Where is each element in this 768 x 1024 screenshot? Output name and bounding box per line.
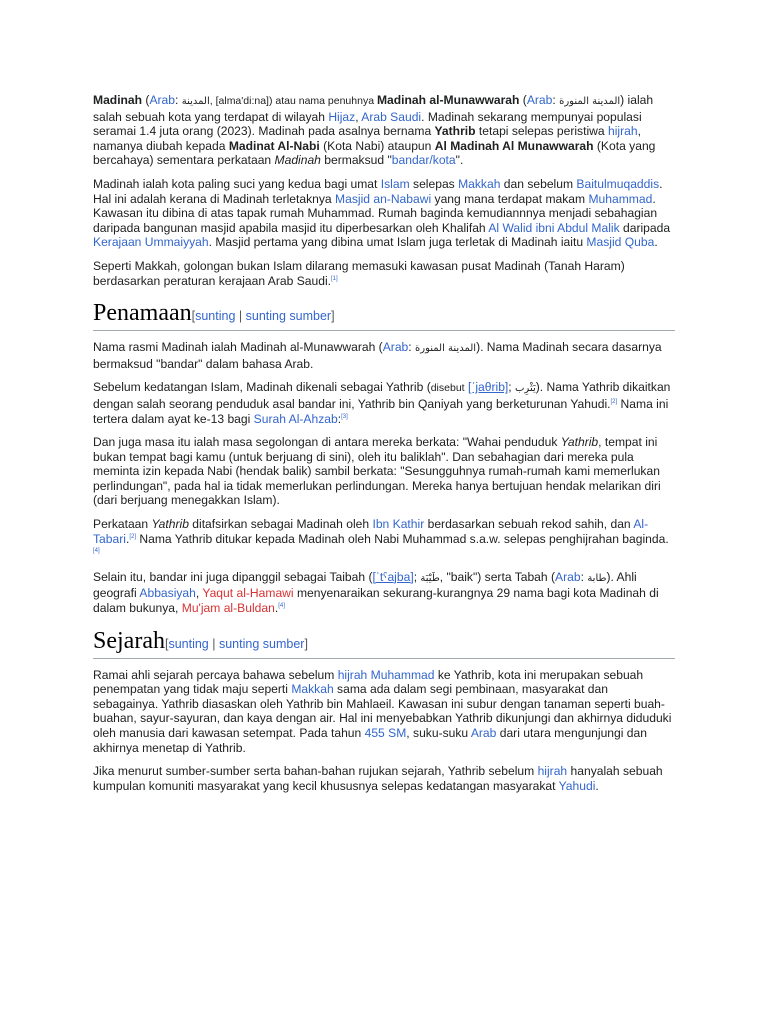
text: (Kota Nabi) ataupun xyxy=(319,138,435,153)
link-makkah[interactable]: Makkah xyxy=(458,176,501,191)
article-body xyxy=(93,93,675,802)
arabic-text: المدينة xyxy=(181,96,210,107)
edit-source-link[interactable]: sunting sumber xyxy=(245,309,332,324)
intro-paragraph-2 xyxy=(93,177,675,250)
bracket: [ xyxy=(164,636,169,651)
link-kerajaan-ummaiyyah[interactable]: Kerajaan Ummaiyyah xyxy=(93,235,209,250)
link-hijaz[interactable]: Hijaz xyxy=(328,109,356,124)
link-455-sm[interactable]: 455 SM xyxy=(364,726,407,740)
text: ; xyxy=(413,569,421,584)
citation-4[interactable]: [4] xyxy=(278,603,285,609)
citation-2[interactable]: [2] xyxy=(129,533,136,540)
arabic-text: المدينة المنورة xyxy=(415,343,477,355)
text: , suku-suku xyxy=(406,726,471,740)
link-ibn-kathir[interactable]: Ibn Kathir xyxy=(372,517,425,532)
text: ( xyxy=(142,93,150,107)
text: Ramai ahli sejarah percaya bahawa sebelum xyxy=(93,667,338,682)
heading-text: Penamaan xyxy=(93,300,192,327)
text: ( xyxy=(519,93,527,107)
citation-1[interactable]: [1] xyxy=(331,275,338,282)
sejarah-paragraph-1 xyxy=(93,668,675,756)
link-al-tabari[interactable]: Al-Tabari xyxy=(93,517,649,546)
term-yathrib: Yathrib xyxy=(434,124,476,139)
term-yathrib-italic: Yathrib xyxy=(151,517,189,532)
text: . xyxy=(125,531,130,546)
text: , xyxy=(195,586,203,601)
text: ). Nama Madinah secara dasarnya bermaksud "bandar" dalam bahasa Arab. xyxy=(93,340,662,371)
text: berdasarkan sebuah rekod sahih, dan xyxy=(424,517,634,532)
text: . Masjid pertama yang dibina umat Islam juga terletak di Madinah iaitu xyxy=(208,235,587,250)
text: daripada xyxy=(619,220,671,235)
intro-paragraph-1 xyxy=(93,93,675,168)
arabic-text: طابة xyxy=(587,572,607,584)
link-masjid-quba[interactable]: Masjid Quba xyxy=(586,235,655,250)
term-madinah: Madinah xyxy=(93,93,143,107)
link-abbasiyah[interactable]: Abbasiyah xyxy=(139,586,196,601)
text: , namanya diubah kepada xyxy=(93,124,641,153)
text: : xyxy=(580,569,588,584)
link-muhammad[interactable]: Muhammad xyxy=(588,191,653,206)
pronunciation: , [alma'di:na]) atau nama penuhnya xyxy=(209,95,377,107)
edit-source-link[interactable]: sunting sumber xyxy=(218,636,305,651)
link-arab-saudi[interactable]: Arab Saudi xyxy=(361,109,422,124)
text: Madinah ialah kota paling suci yang kedua bagi umat xyxy=(93,176,381,191)
text: ditafsirkan sebagai Madinah oleh xyxy=(188,517,373,532)
text: : xyxy=(408,340,415,355)
link-hijrah[interactable]: hijrah xyxy=(537,764,568,779)
text: sama ada dalam segi pembinaan, masyarakat dan sebagainya. Yathrib diasaskan oleh Yathrib bin Mahlaeil. Kawasan ini subur dengan tanaman seperti buah-buahan, sayur-sayuran, dan kaya dengan air. Hal ini menyebabkan Yathrib dikunjungi dan akhirnya diduduki oleh manusia dari kawasan setempat. Pada tahun xyxy=(93,682,672,740)
penamaan-paragraph-4 xyxy=(93,517,675,561)
text: . xyxy=(654,235,658,250)
text: Nama Yathrib ditukar kepada Madinah oleh Nabi Muhammad s.a.w. selepas penghijrahan baginda. xyxy=(136,531,669,546)
text: . Kawasan itu dibina di atas tapak rumah Muhammad. Rumah baginda kemudiannnya menjadi sebahagian daripada bangunan masjid apabila masjid itu diperbesarkan oleh Khalifah xyxy=(93,191,658,235)
link-ipa-yathrib[interactable]: [ˈjaθrib] xyxy=(467,380,509,395)
text: : xyxy=(337,411,342,426)
link-masjid-an-nabawi[interactable]: Masjid an-Nabawi xyxy=(335,191,432,206)
link-yahudi[interactable]: Yahudi xyxy=(558,778,596,793)
link-arab[interactable]: Arab xyxy=(526,93,553,107)
bracket: [ xyxy=(191,309,196,324)
text: . xyxy=(595,778,599,793)
edit-link[interactable]: sunting xyxy=(168,636,209,651)
text: disebut xyxy=(430,382,465,395)
text: Perkataan xyxy=(93,517,152,532)
separator: | xyxy=(208,636,219,651)
link-makkah[interactable]: Makkah xyxy=(291,682,334,697)
link-ipa-taiba[interactable]: [ˈtˤajba] xyxy=(372,569,414,584)
penamaan-paragraph-3 xyxy=(93,435,675,508)
text: ; xyxy=(508,380,516,395)
text: dan sebelum xyxy=(500,176,577,191)
link-bandar-kota[interactable]: bandar/kota xyxy=(391,153,456,168)
text: , "baik") serta Tabah ( xyxy=(439,569,556,584)
link-baitulmuqaddis[interactable]: Baitulmuqaddis xyxy=(576,176,660,191)
text: (Kota yang bercahaya) sementara perkataan xyxy=(93,138,656,168)
citation-2[interactable]: [2] xyxy=(610,398,618,405)
text: : xyxy=(175,93,182,107)
penamaan-paragraph-1 xyxy=(93,340,675,371)
text: , tempat ini bukan tempat bagi kamu (untuk berjuang di sini), oleh itu baliklah". Dan sebahagian dari mereka pula meminta izin kepada Nabi (hendak balik) sambil berkata: "Sesungguhnya rumah-rumah kami memerlukan perlindungan", pada hal ia tidak memerlukan perlindungan. Mereka hanya bertujuan hendak melarikan diri (dari berjuang menegakkan Islam). xyxy=(93,435,661,508)
link-mujam-al-buldan[interactable]: Mu'jam al-Buldan xyxy=(181,601,275,616)
text: dari utara mengunjungi dan akhirnya menetap di Yathrib. xyxy=(93,726,647,755)
link-surah-al-ahzab[interactable]: Surah Al-Ahzab xyxy=(253,411,338,426)
arabic-text: طَيْبَة xyxy=(420,572,440,584)
link-yaqut-al-hamawi[interactable]: Yaqut al-Hamawi xyxy=(202,586,294,601)
term-madinah-italic: Madinah xyxy=(274,153,321,168)
sejarah-paragraph-2 xyxy=(93,764,675,793)
text: Jika menurut sumber-sumber serta bahan-bahan rujukan sejarah, Yathrib sebelum xyxy=(93,764,538,779)
link-arab[interactable]: Arab xyxy=(470,726,497,740)
section-heading-sejarah xyxy=(93,628,675,659)
text: . Hal ini adalah kerana di Madinah terletaknya xyxy=(93,176,663,206)
text: Nama rasmi Madinah ialah Madinah al-Munawwarah ( xyxy=(93,340,383,355)
text: Seperti Makkah, golongan bukan Islam dilarang memasuki kawasan pusat Madinah (Tanah Haram) berdasarkan peraturan kerajaan Arab Saudi. xyxy=(93,258,625,288)
link-hijrah-muhammad[interactable]: hijrah Muhammad xyxy=(337,667,435,682)
text: : xyxy=(552,93,560,107)
text: ke Yathrib, kota ini merupakan sebuah penempatan yang tidak maju seperti xyxy=(93,667,644,697)
text: ). Nama Yathrib dikaitkan dengan salah seorang penduduk asal bandar ini, Yathrib bin Qaniyah yang berketurunan Yahudi. xyxy=(93,380,671,411)
separator: | xyxy=(235,309,246,324)
text: menyenaraikan sekurang-kurangnya 29 nama bagi kota Madinah di dalam bukunya, xyxy=(93,586,659,616)
text: , xyxy=(355,109,362,124)
text: . Madinah sekarang mempunyai populasi seramai 1.4 juta orang (2023). Madinah pada asalnya bernama xyxy=(93,109,642,139)
edit-links xyxy=(192,309,335,323)
section-heading-penamaan xyxy=(93,300,675,331)
citation-3[interactable]: [3] xyxy=(341,413,348,420)
edit-links xyxy=(165,637,308,651)
link-hijrah[interactable]: hijrah xyxy=(607,124,638,139)
text: . xyxy=(274,601,279,616)
text: hanyalah sebuah kumpulan komuniti masyarakat yang kecil khususnya selepas kedatangan masyarakat xyxy=(93,764,663,793)
link-arab[interactable]: Arab xyxy=(149,93,175,107)
intro-paragraph-3 xyxy=(93,259,675,288)
text: Sebelum kedatangan Islam, Madinah dikenali sebagai Yathrib ( xyxy=(93,380,431,395)
term-madinah-al-munawwarah: Madinah al-Munawwarah xyxy=(376,93,520,107)
citation-4[interactable]: [4] xyxy=(93,548,100,555)
text: ) ialah salah sebuah kota yang terdapat di wilayah xyxy=(93,93,654,124)
text: selepas xyxy=(409,176,459,191)
link-arab[interactable]: Arab xyxy=(382,340,409,355)
arabic-text: يَثْرِب xyxy=(515,383,536,395)
bracket: ] xyxy=(331,309,335,324)
term-yathrib-italic: Yathrib xyxy=(560,435,599,450)
penamaan-paragraph-2 xyxy=(93,380,675,426)
text: ". xyxy=(455,153,464,168)
text: Dan juga masa itu ialah masa segolongan di antara mereka berkata: "Wahai penduduk xyxy=(93,435,561,450)
penamaan-paragraph-5 xyxy=(93,570,675,616)
text: yang mana terdapat makam xyxy=(431,191,589,206)
edit-link[interactable]: sunting xyxy=(195,309,236,324)
term-al-madinah-al-munawwarah: Al Madinah Al Munawwarah xyxy=(434,138,594,153)
link-arab[interactable]: Arab xyxy=(555,569,581,584)
arabic-text: المدينة المنورة xyxy=(559,96,621,107)
text: Nama ini tertera dalam ayat ke-13 bagi xyxy=(93,396,669,426)
bracket: ] xyxy=(304,636,308,651)
term-madinat-al-nabi: Madinat Al-Nabi xyxy=(228,138,320,153)
heading-text: Sejarah xyxy=(93,627,165,654)
text: ). Ahli geografi xyxy=(93,569,637,601)
link-al-walid[interactable]: Al Walid ibni Abdul Malik xyxy=(488,220,620,235)
text: tetapi selepas peristiwa xyxy=(475,124,608,139)
text: Selain itu, bandar ini juga dipanggil sebagai Taibah ( xyxy=(93,569,373,584)
link-islam[interactable]: Islam xyxy=(380,176,410,191)
text: bermaksud " xyxy=(320,153,392,168)
